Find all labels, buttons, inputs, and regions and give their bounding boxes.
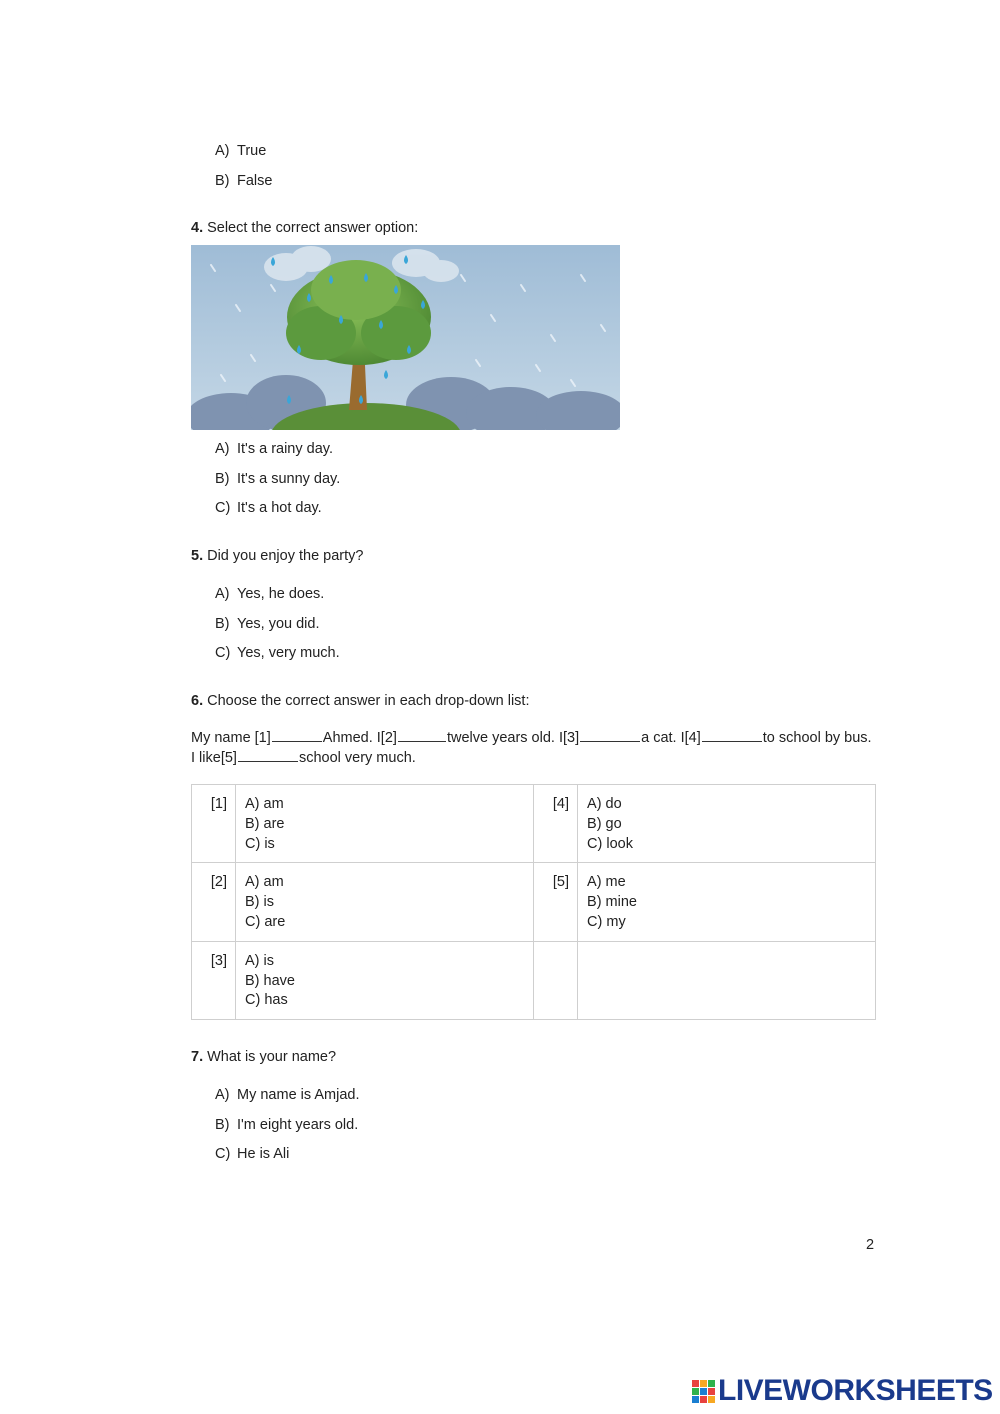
choice-options[interactable] — [578, 785, 876, 863]
option-letter: A) — [215, 143, 230, 159]
sentence-segment: twelve years old. I[3] — [446, 730, 580, 746]
q4-option-c[interactable] — [215, 500, 322, 516]
option-text: My name is Amjad. — [237, 1087, 360, 1103]
option-letter: B) — [215, 173, 230, 189]
choice-option[interactable]: B) mine — [587, 894, 637, 911]
choice-option[interactable]: C) look — [587, 835, 633, 852]
sentence-segment: Ahmed. I[2] — [322, 730, 397, 746]
option-text: It's a hot day. — [237, 500, 322, 516]
choice-number: [4] — [534, 785, 578, 863]
choice-option[interactable]: B) are — [245, 815, 285, 832]
choice-option[interactable]: A) is — [245, 952, 274, 969]
choice-number-empty — [534, 941, 578, 1019]
choice-number: [1] — [192, 785, 236, 863]
sentence-line-1 — [191, 729, 881, 749]
option-letter: B) — [215, 471, 230, 487]
table-row — [192, 863, 876, 941]
sentence-segment: school very much. — [298, 749, 416, 766]
sentence-segment: My name [1] — [191, 730, 271, 746]
choice-options[interactable] — [236, 941, 534, 1019]
choice-number: [5] — [534, 863, 578, 941]
choice-option[interactable]: B) is — [245, 894, 274, 911]
q4-option-b[interactable] — [215, 471, 340, 487]
blank-4[interactable] — [702, 740, 762, 742]
question-number: 6. — [191, 693, 204, 709]
sentence-segment: to school by bus. — [762, 730, 872, 746]
option-letter: A) — [215, 441, 230, 457]
liveworksheets-icon — [692, 1378, 716, 1412]
option-text: Yes, he does. — [237, 586, 325, 602]
table-row — [192, 785, 876, 863]
question-prompt: Did you enjoy the party? — [207, 548, 364, 564]
sentence-segment: a cat. I[4] — [641, 730, 701, 746]
option-text: He is Ali — [237, 1146, 290, 1162]
q5-option-a[interactable] — [215, 586, 324, 602]
option-letter: C) — [215, 1146, 231, 1162]
q5-title — [191, 548, 363, 564]
q3-option-b[interactable] — [215, 173, 272, 189]
option-text: Yes, very much. — [237, 645, 340, 661]
option-text: False — [237, 173, 273, 189]
choice-options[interactable] — [578, 863, 876, 941]
blank-5[interactable] — [238, 760, 298, 762]
q4-option-a[interactable] — [215, 441, 333, 457]
q7-option-c[interactable] — [215, 1146, 289, 1162]
sentence-line-2 — [191, 749, 881, 769]
page-number: 2 — [866, 1237, 875, 1253]
choice-option[interactable]: B) go — [587, 815, 622, 832]
question-prompt: Choose the correct answer in each drop-down list: — [207, 693, 530, 709]
q5-option-c[interactable] — [215, 645, 340, 661]
brand-name: LIVEWORKSHEETS — [718, 1374, 993, 1407]
blank-3[interactable] — [580, 740, 640, 742]
choice-option[interactable]: A) am — [245, 874, 284, 891]
option-letter: B) — [215, 616, 230, 632]
option-letter: C) — [215, 500, 231, 516]
q7-option-b[interactable] — [215, 1117, 358, 1133]
choice-option[interactable]: C) are — [245, 913, 286, 930]
choice-option[interactable]: B) have — [245, 972, 295, 989]
q7-option-a[interactable] — [215, 1087, 360, 1103]
choice-option[interactable]: A) me — [587, 874, 626, 891]
option-text: True — [237, 143, 267, 159]
liveworksheets-logo[interactable] — [692, 1374, 993, 1412]
option-letter: A) — [215, 1087, 230, 1103]
choice-option[interactable]: C) is — [245, 835, 275, 852]
choice-options-empty — [578, 941, 876, 1019]
question-number: 5. — [191, 548, 204, 564]
q6-sentence — [191, 729, 881, 768]
q6-title — [191, 693, 529, 709]
q7-title — [191, 1049, 336, 1065]
choice-number: [3] — [192, 941, 236, 1019]
option-letter: A) — [215, 586, 230, 602]
option-text: I'm eight years old. — [237, 1117, 359, 1133]
option-text: Yes, you did. — [237, 616, 320, 632]
q5-option-b[interactable] — [215, 616, 320, 632]
sentence-segment: I like[5] — [191, 749, 237, 766]
table-row — [192, 941, 876, 1019]
rainy-tree-illustration — [191, 245, 620, 430]
question-prompt: Select the correct answer option: — [207, 220, 419, 236]
q6-choices-table — [191, 784, 876, 1020]
blank-1[interactable] — [272, 740, 322, 742]
choice-options[interactable] — [236, 785, 534, 863]
q4-title — [191, 220, 418, 236]
choice-option[interactable]: C) my — [587, 913, 626, 930]
question-number: 7. — [191, 1049, 204, 1065]
choice-option[interactable]: C) has — [245, 992, 288, 1009]
option-letter: B) — [215, 1117, 230, 1133]
question-number: 4. — [191, 220, 204, 236]
option-text: It's a sunny day. — [237, 471, 341, 487]
blank-2[interactable] — [398, 740, 446, 742]
choice-option[interactable]: A) am — [245, 796, 284, 812]
option-text: It's a rainy day. — [237, 441, 333, 457]
question-prompt: What is your name? — [207, 1049, 337, 1065]
choice-option[interactable]: A) do — [587, 796, 622, 812]
choice-number: [2] — [192, 863, 236, 941]
choice-options[interactable] — [236, 863, 534, 941]
option-letter: C) — [215, 645, 231, 661]
q3-option-a[interactable] — [215, 143, 266, 159]
